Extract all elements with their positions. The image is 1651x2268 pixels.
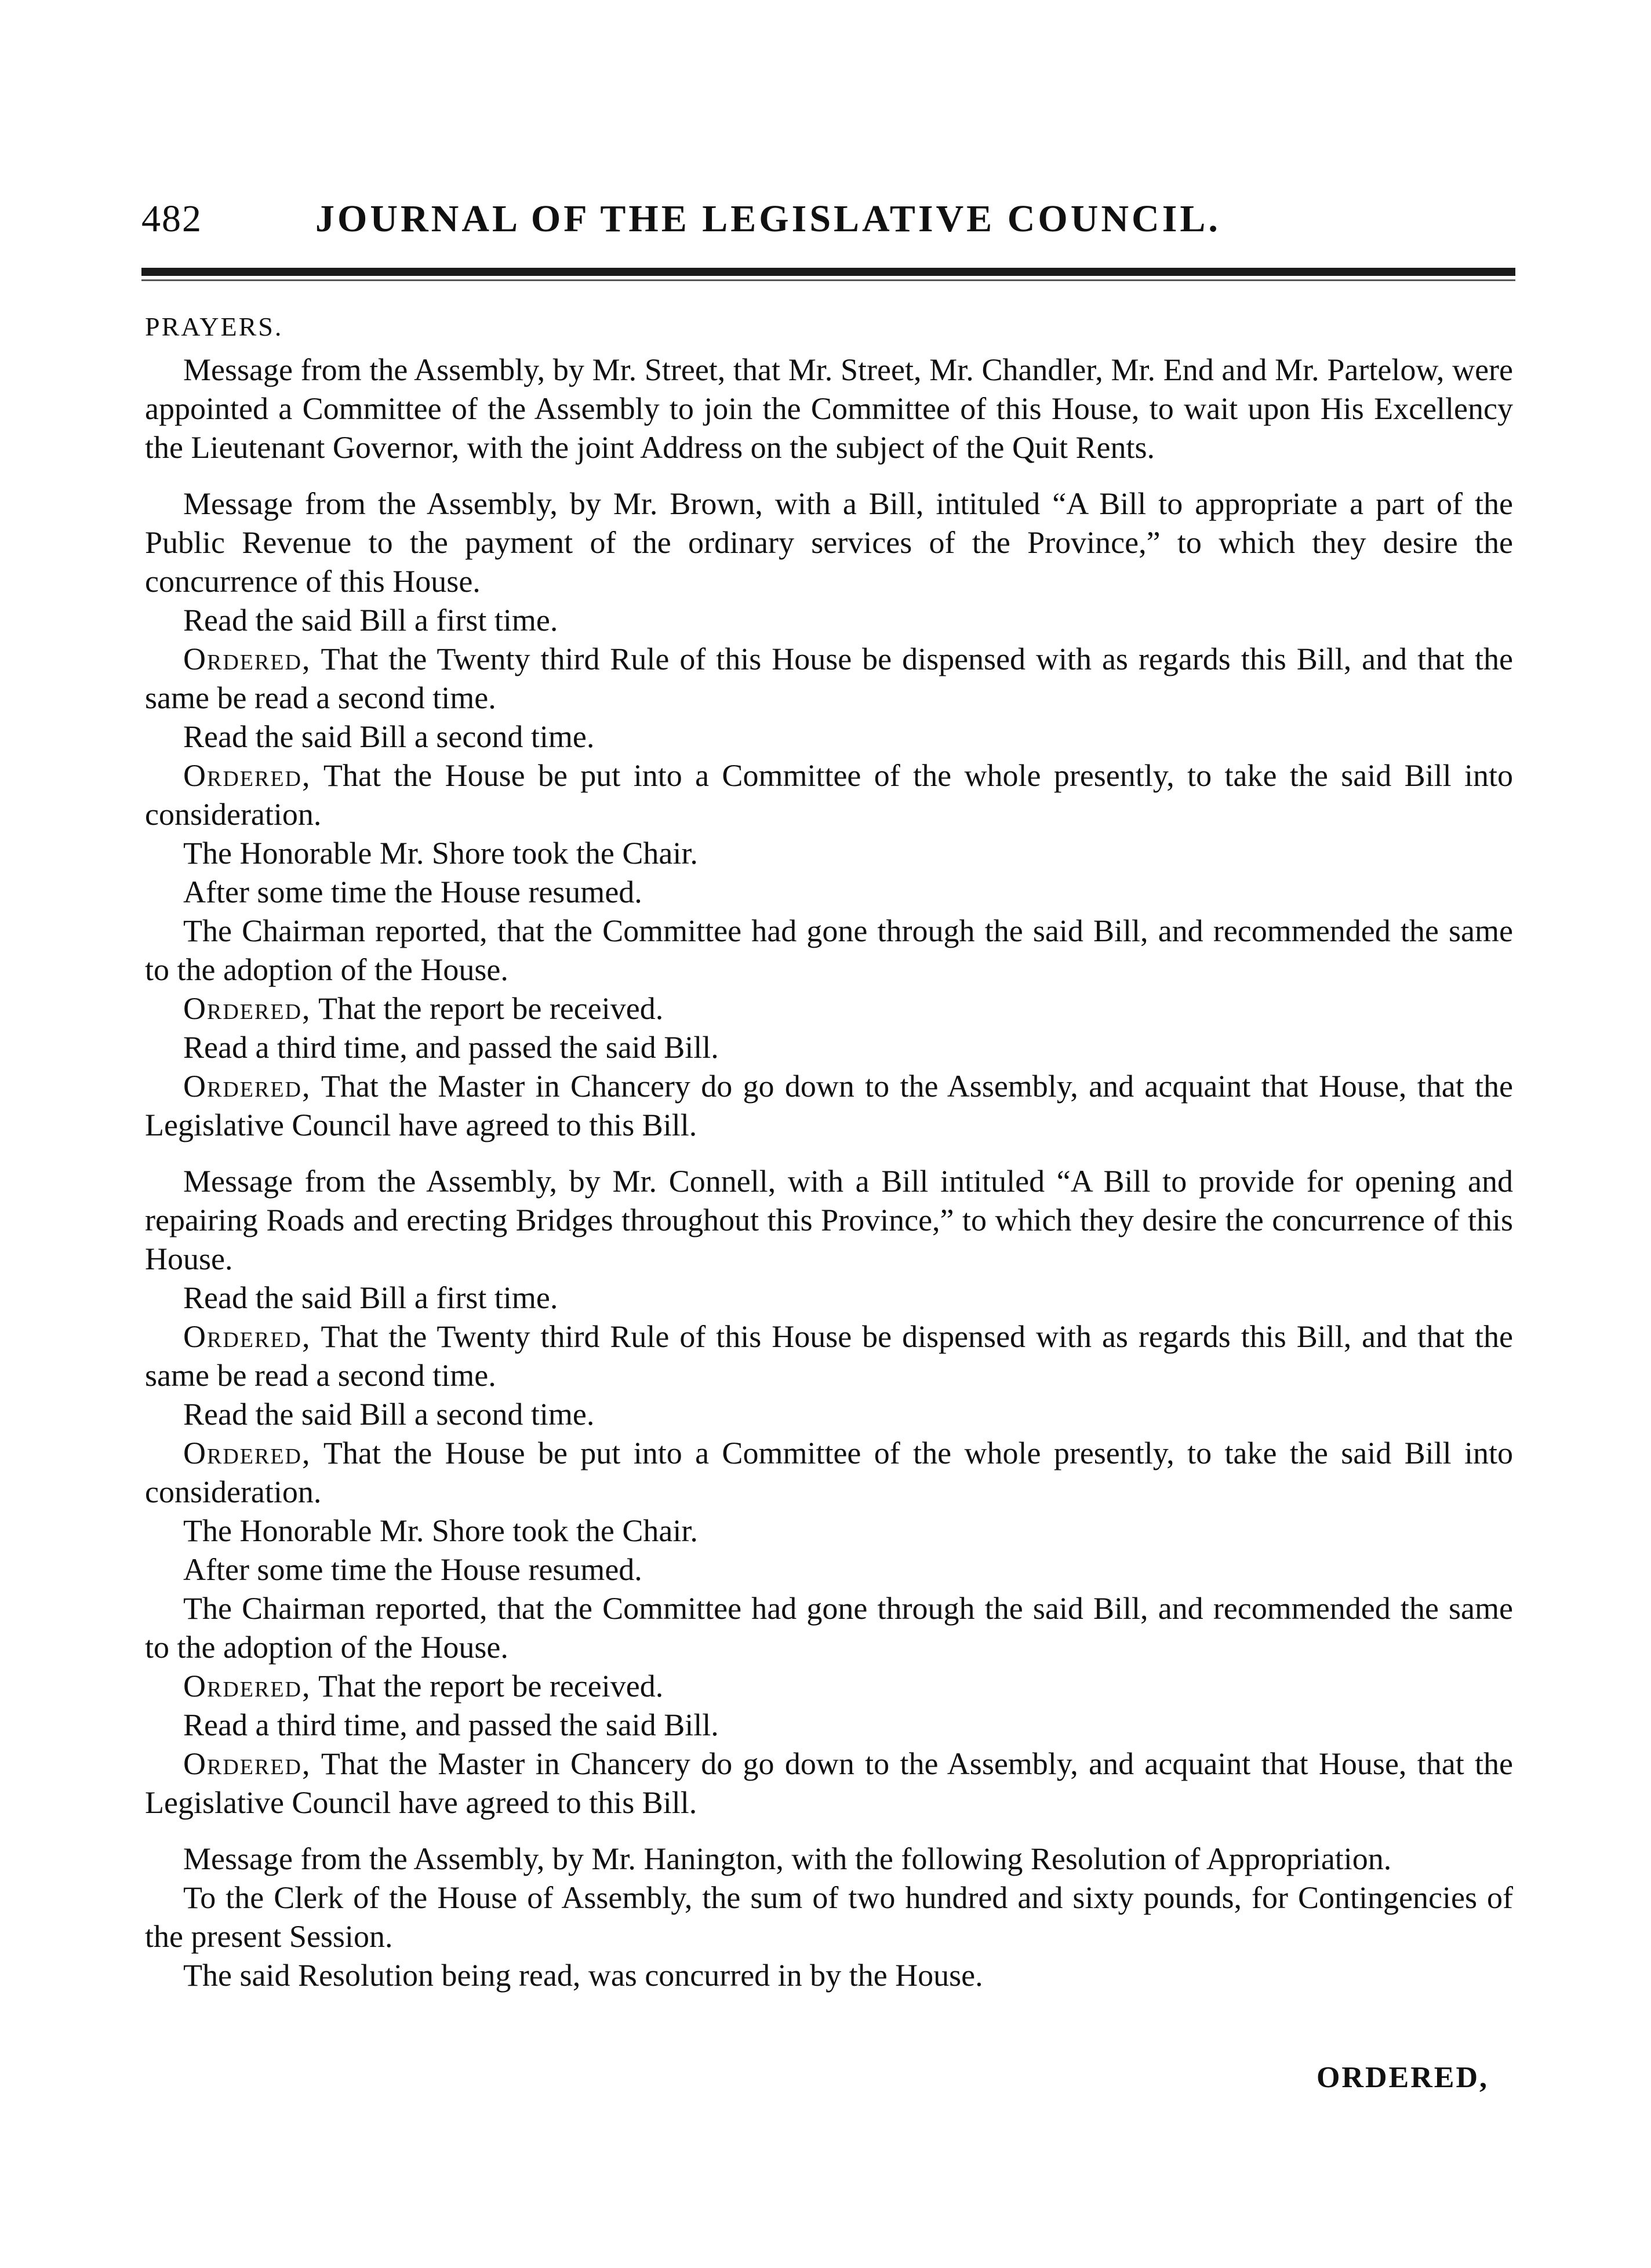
journal-paragraph — [145, 1434, 1513, 1512]
ordered-keyword: Ordered, — [183, 1669, 311, 1703]
journal-paragraph — [145, 1067, 1513, 1145]
journal-paragraph — [145, 1840, 1513, 1879]
journal-paragraph — [145, 1956, 1513, 1995]
paragraph-text: Message from the Assembly, by Mr. Street, that Mr. Street, Mr. Chandler, Mr. End and Mr. Partelow, were appointed a Committee of the Assembly to join the Committee of this House, to wait upon His Excellency the Lieutenant Governor, with the joint Address on the subject of the Quit Rents. — [145, 352, 1513, 465]
paragraph-text: Read the said Bill a first time. — [183, 603, 558, 638]
paragraph-text: That the Master in Chancery do go down to the Assembly, and acquaint that House, that the Legislative Council have agreed to this Bill. — [145, 1069, 1513, 1142]
journal-paragraph — [145, 718, 1513, 756]
ordered-keyword: Ordered, — [183, 758, 311, 793]
page-number: 482 — [141, 198, 202, 240]
paragraph-text: The said Resolution being read, was concurred in by the House. — [183, 1958, 983, 1993]
ordered-keyword: Ordered, — [183, 1436, 311, 1470]
paragraph-text: That the House be put into a Committee of the whole presently, to take the said Bill into consideration. — [145, 1436, 1513, 1509]
paragraph-text: After some time the House resumed. — [183, 1552, 642, 1587]
catchword: ORDERED, — [1316, 2061, 1489, 2094]
paragraph-text: That the report be received. — [311, 991, 664, 1026]
journal-paragraph — [145, 1317, 1513, 1395]
ordered-keyword: Ordered, — [183, 642, 311, 676]
paragraph-text: Read the said Bill a second time. — [183, 719, 595, 754]
paragraph-text: Message from the Assembly, by Mr. Connell, with a Bill intituled “A Bill to provide for opening and repairing Roads and erecting Bridges throughout this Province,” to which they desire the concurrence of this House. — [145, 1164, 1513, 1276]
journal-paragraph — [145, 1745, 1513, 1822]
journal-paragraph — [145, 756, 1513, 834]
journal-paragraph — [145, 1162, 1513, 1279]
paragraph-list — [145, 351, 1513, 1995]
journal-paragraph — [145, 1879, 1513, 1956]
journal-paragraph — [145, 351, 1513, 467]
ordered-keyword: Ordered, — [183, 1319, 311, 1354]
paragraph-text: Read a third time, and passed the said Bill. — [183, 1030, 719, 1065]
paragraph-text: That the Master in Chancery do go down to the Assembly, and acquaint that House, that the Legislative Council have agreed to this Bill. — [145, 1746, 1513, 1820]
header-rule-thin — [141, 279, 1515, 281]
journal-paragraph — [145, 485, 1513, 601]
paragraph-text: The Chairman reported, that the Committee had gone through the said Bill, and recommended the same to the adoption of the House. — [145, 1591, 1513, 1665]
ordered-keyword: Ordered, — [183, 1069, 311, 1104]
journal-paragraph — [145, 1667, 1513, 1706]
paragraph-text: Message from the Assembly, by Mr. Brown, with a Bill, intituled “A Bill to appropriate a part of the Public Revenue to the payment of the ordinary services of the Province,” to which they desire the concurrence of this House. — [145, 486, 1513, 599]
paragraph-text: That the report be received. — [311, 1669, 664, 1703]
header-rule — [141, 268, 1515, 276]
page-header — [141, 197, 1515, 255]
ordered-keyword: Ordered, — [183, 991, 311, 1026]
journal-paragraph — [145, 601, 1513, 640]
paragraph-text: Message from the Assembly, by Mr. Hanington, with the following Resolution of Appropriation. — [183, 1841, 1392, 1876]
journal-paragraph — [145, 1279, 1513, 1317]
running-head: JOURNAL OF THE LEGISLATIVE COUNCIL. — [315, 198, 1221, 240]
paragraph-text: The Honorable Mr. Shore took the Chair. — [183, 1513, 698, 1548]
paragraph-text: That the House be put into a Committee of the whole presently, to take the said Bill into consideration. — [145, 758, 1513, 832]
paragraph-text: That the Twenty third Rule of this House be dispensed with as regards this Bill, and that the same be read a second time. — [145, 642, 1513, 715]
journal-body — [145, 307, 1513, 1995]
paragraph-text: That the Twenty third Rule of this House be dispensed with as regards this Bill, and that the same be read a second time. — [145, 1319, 1513, 1393]
journal-paragraph — [145, 640, 1513, 718]
journal-paragraph — [145, 834, 1513, 873]
paragraph-text: The Chairman reported, that the Committee had gone through the said Bill, and recommended the same to the adoption of the House. — [145, 913, 1513, 987]
paragraph-text: Read the said Bill a second time. — [183, 1397, 595, 1432]
paragraph-text: The Honorable Mr. Shore took the Chair. — [183, 836, 698, 871]
journal-paragraph — [145, 912, 1513, 989]
journal-paragraph — [145, 1589, 1513, 1667]
prayers-heading: PRAYERS. — [145, 312, 283, 341]
journal-paragraph — [145, 989, 1513, 1028]
paragraph-text: After some time the House resumed. — [183, 875, 642, 909]
ordered-keyword: Ordered, — [183, 1746, 311, 1781]
journal-paragraph — [145, 1395, 1513, 1434]
paragraph-text: Read the said Bill a first time. — [183, 1280, 558, 1315]
paragraph-text: To the Clerk of the House of Assembly, the sum of two hundred and sixty pounds, for Contingencies of the present Session. — [145, 1880, 1513, 1954]
journal-paragraph — [145, 1550, 1513, 1589]
journal-paragraph — [145, 873, 1513, 912]
journal-paragraph — [145, 1512, 1513, 1550]
journal-paragraph — [145, 1706, 1513, 1745]
journal-paragraph — [145, 1028, 1513, 1067]
paragraph-text: Read a third time, and passed the said Bill. — [183, 1708, 719, 1742]
